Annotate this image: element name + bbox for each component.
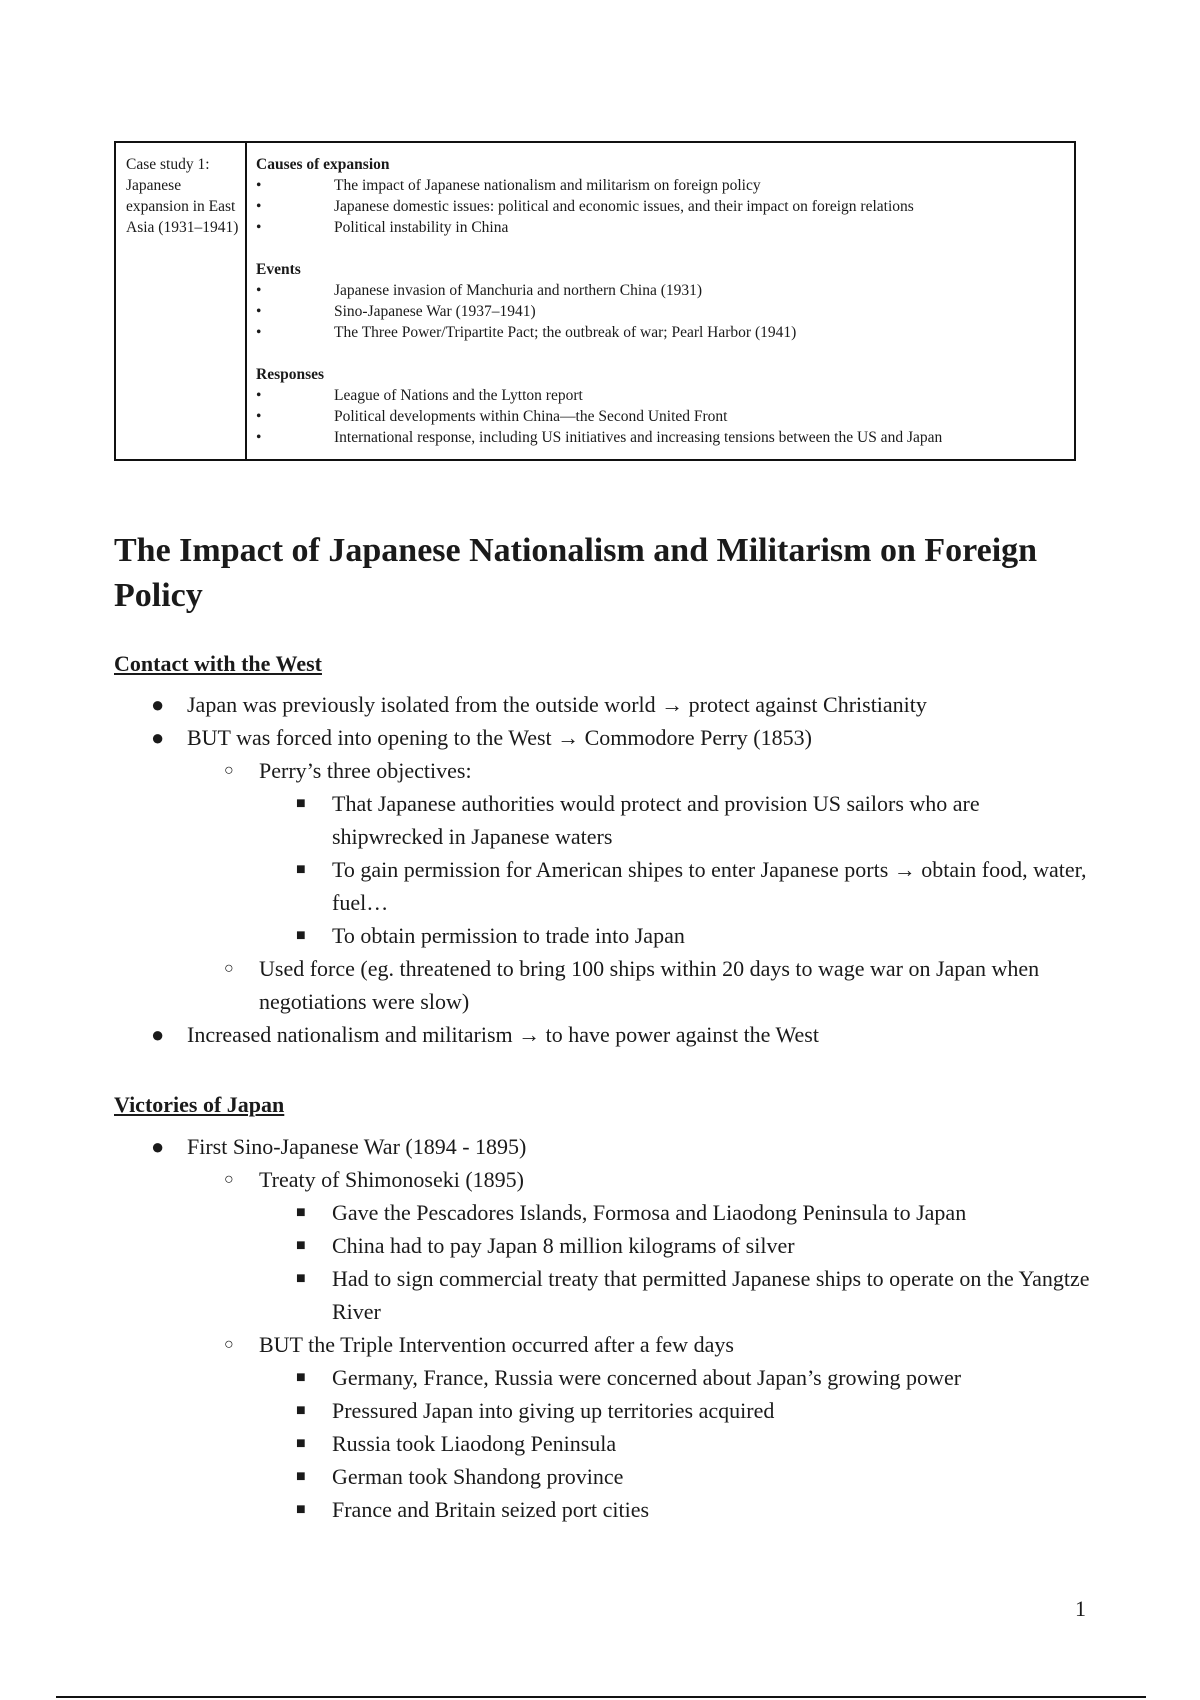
syllabus-item (256, 385, 1074, 406)
syllabus-item-text: The Three Power/Tripartite Pact; the outbreak of war; Pearl Harbor (1941) (334, 324, 797, 341)
list-item (0, 1328, 1200, 1361)
bullet-icon: • (256, 303, 262, 320)
page-title: The Impact of Japanese Nationalism and Militarism on Foreign Policy (114, 532, 1038, 614)
bullet-icon: • (256, 324, 262, 341)
syllabus-spacer (256, 343, 1074, 364)
section-heading-contact-with-west: Contact with the West (114, 651, 322, 676)
hollow-circle-bullet-icon: ○ (224, 1336, 234, 1353)
list-item-text: BUT was forced into opening to the West → Commodore Perry (1853) (187, 725, 812, 750)
syllabus-item-text: League of Nations and the Lytton report (334, 387, 583, 404)
list-item-text: France and Britain seized port cities (332, 1497, 650, 1522)
bullet-icon: • (256, 429, 262, 446)
syllabus-item (256, 322, 1074, 343)
list-item (0, 1394, 1092, 1427)
filled-circle-bullet-icon: ● (151, 725, 165, 750)
list-item (0, 1196, 1092, 1229)
list-item (0, 1427, 1092, 1460)
syllabus-item-text: Political developments within China—the Second United Front (334, 408, 728, 425)
syllabus-item (256, 217, 1074, 238)
filled-square-bullet-icon: ■ (296, 1270, 306, 1287)
syllabus-section-heading: Events (256, 261, 301, 278)
filled-circle-bullet-icon: ● (151, 692, 165, 717)
list-item (0, 952, 1200, 1018)
syllabus-item-text: International response, including US initiatives and increasing tensions between the US and Japan (334, 429, 943, 446)
list-item-text: Gave the Pescadores Islands, Formosa and Liaodong Peninsula to Japan (332, 1200, 967, 1225)
list-item-text: To obtain permission to trade into Japan (332, 923, 685, 948)
filled-square-bullet-icon: ■ (296, 1468, 306, 1485)
bullet-icon: • (256, 387, 262, 404)
syllabus-item (256, 175, 1074, 196)
bullet-icon: • (256, 219, 262, 236)
filled-square-bullet-icon: ■ (296, 861, 306, 878)
filled-square-bullet-icon: ■ (296, 1237, 306, 1254)
case-study-cell: Case study 1: Japanese expansion in East Asia (1931–1941) (116, 143, 247, 459)
hollow-circle-bullet-icon: ○ (224, 762, 234, 779)
syllabus-item-text: Japanese domestic issues: political and economic issues, and their impact on foreign relations (334, 198, 914, 215)
list-item-text: Had to sign commercial treaty that permitted Japanese ships to operate on the Yangtze River (332, 1266, 1090, 1324)
list-item-text: China had to pay Japan 8 million kilograms of silver (332, 1233, 795, 1258)
filled-circle-bullet-icon: ● (151, 1022, 165, 1047)
filled-square-bullet-icon: ■ (296, 1402, 306, 1419)
syllabus-item (256, 406, 1074, 427)
syllabus-item-text: Japanese invasion of Manchuria and northern China (1931) (334, 282, 703, 299)
list-item-text: Japan was previously isolated from the outside world → protect against Christianity (187, 692, 927, 717)
filled-square-bullet-icon: ■ (296, 927, 306, 944)
list-item-text: Pressured Japan into giving up territories acquired (332, 1398, 775, 1423)
page-number: 1 (1075, 1596, 1086, 1621)
contact-with-west-list (0, 688, 1200, 1051)
syllabus-item (256, 196, 1074, 217)
filled-square-bullet-icon: ■ (296, 1435, 306, 1452)
filled-square-bullet-icon: ■ (296, 1501, 306, 1518)
list-item-text: Treaty of Shimonoseki (1895) (259, 1167, 525, 1192)
syllabus-item (256, 280, 1074, 301)
bullet-icon: • (256, 408, 262, 425)
syllabus-content-cell (247, 143, 1074, 459)
footer-divider (56, 1696, 1146, 1698)
list-item (0, 1018, 1200, 1051)
list-item (0, 1229, 1092, 1262)
bullet-icon: • (256, 198, 262, 215)
syllabus-item (256, 427, 1074, 448)
filled-circle-bullet-icon: ● (151, 1134, 165, 1159)
list-item-text: First Sino-Japanese War (1894 - 1895) (187, 1134, 527, 1159)
syllabus-item-text: The impact of Japanese nationalism and militarism on foreign policy (334, 177, 761, 194)
bullet-icon: • (256, 177, 262, 194)
list-item (0, 688, 1200, 721)
syllabus-item-text: Political instability in China (334, 219, 509, 236)
list-item (0, 1163, 1200, 1196)
syllabus-section-heading: Responses (256, 366, 325, 383)
list-item (0, 1460, 1092, 1493)
list-item-text: That Japanese authorities would protect and provision US sailors who are shipwrecked in Japanese waters (332, 791, 980, 849)
syllabus-section-heading: Causes of expansion (256, 156, 390, 173)
list-item-text: Used force (eg. threatened to bring 100 ships within 20 days to wage war on Japan when negotiations were slow) (259, 956, 1040, 1014)
list-item-text: BUT the Triple Intervention occurred after a few days (259, 1332, 734, 1357)
list-item (0, 1493, 1092, 1526)
list-item (0, 1130, 1200, 1163)
list-item-text: Germany, France, Russia were concerned about Japan’s growing power (332, 1365, 962, 1390)
filled-square-bullet-icon: ■ (296, 1369, 306, 1386)
list-item-text: German took Shandong province (332, 1464, 624, 1489)
list-item (0, 721, 1200, 754)
syllabus-item (256, 301, 1074, 322)
bullet-icon: • (256, 282, 262, 299)
filled-square-bullet-icon: ■ (296, 1204, 306, 1221)
section-heading-victories-of-japan: Victories of Japan (114, 1092, 285, 1117)
list-item-text: Russia took Liaodong Peninsula (332, 1431, 617, 1456)
hollow-circle-bullet-icon: ○ (224, 1171, 234, 1188)
list-item (0, 754, 1200, 787)
list-item (0, 787, 1092, 853)
list-item-text: Perry’s three objectives: (259, 758, 472, 783)
syllabus-item-text: Sino-Japanese War (1937–1941) (334, 303, 536, 320)
list-item (0, 919, 1092, 952)
syllabus-spacer (256, 238, 1074, 259)
list-item-text: Increased nationalism and militarism → to have power against the West (187, 1022, 819, 1047)
list-item-text: To gain permission for American shipes to enter Japanese ports → obtain food, water, fuel… (332, 857, 1087, 915)
list-item (0, 1361, 1092, 1394)
victories-of-japan-list (0, 1130, 1200, 1526)
syllabus-table (114, 141, 1076, 461)
list-item (0, 853, 1092, 919)
hollow-circle-bullet-icon: ○ (224, 960, 234, 977)
list-item (0, 1262, 1092, 1328)
filled-square-bullet-icon: ■ (296, 795, 306, 812)
